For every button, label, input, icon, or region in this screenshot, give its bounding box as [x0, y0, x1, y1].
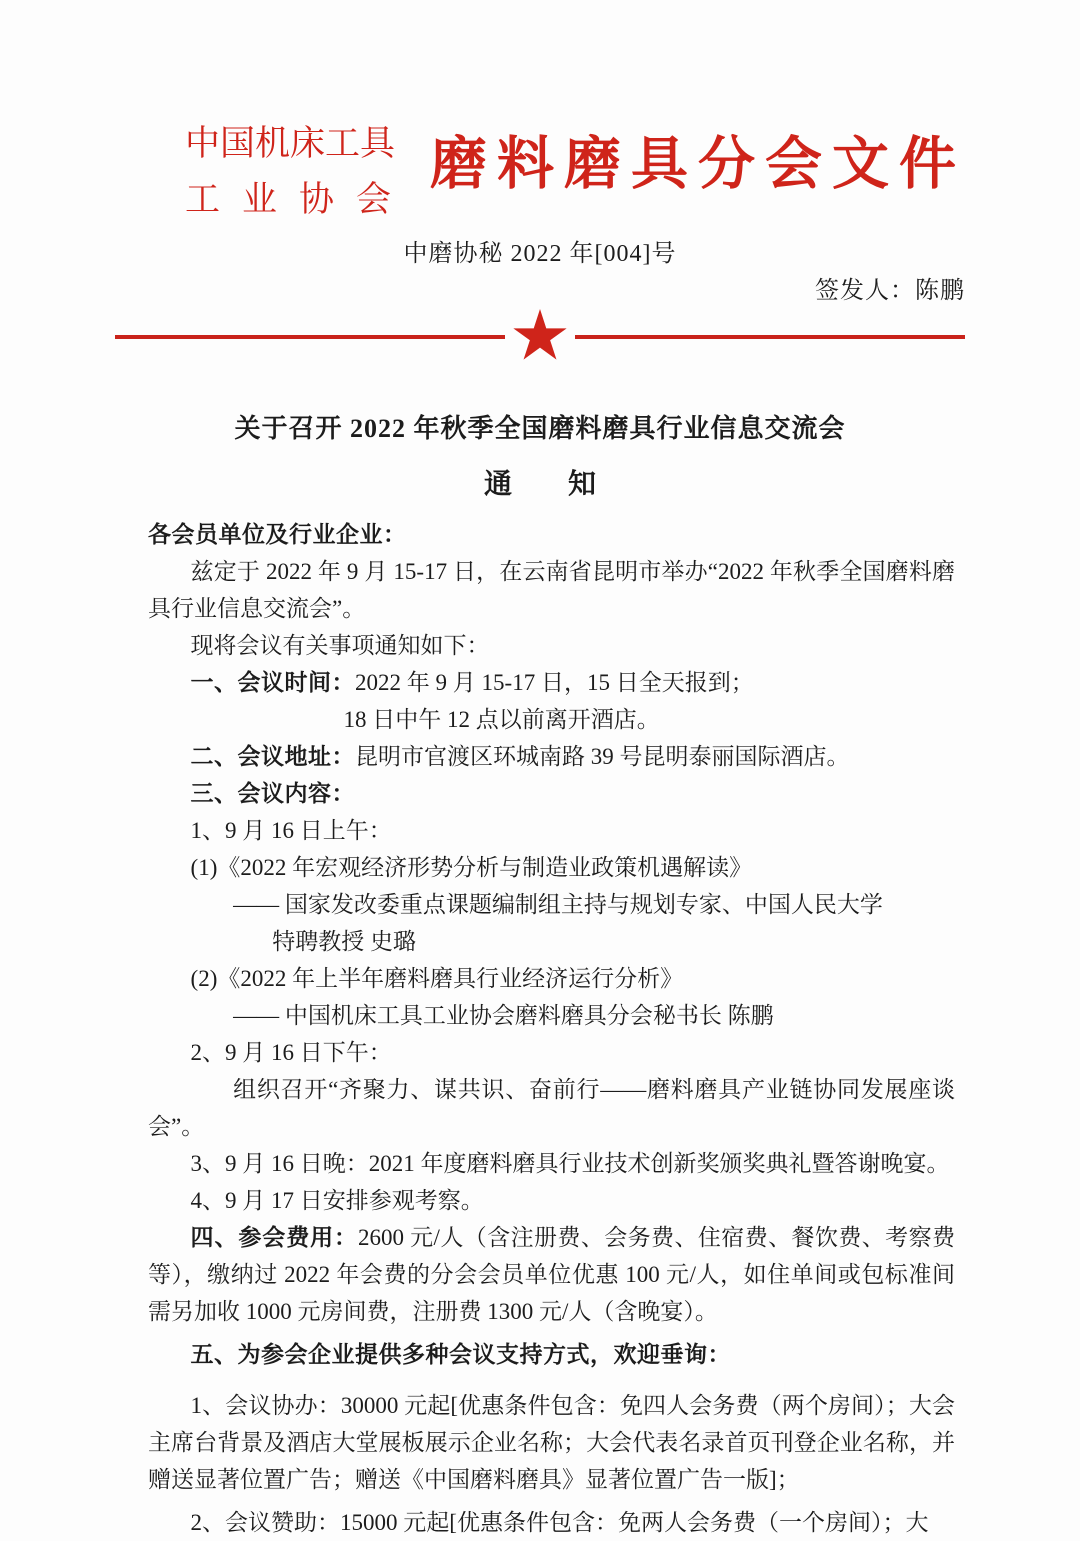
issuer-line: 签发人：陈鹏 — [815, 278, 965, 304]
talk1-speaker-line1: —— 国家发改委重点课题编制组主持与规划专家、中国人民大学 — [233, 892, 883, 917]
org-name-line1: 中国机床工具 — [185, 124, 396, 163]
rule-segment-right — [575, 335, 965, 339]
notice-subtitle: 通 知 — [483, 469, 596, 500]
meeting-address-text: 昆明市官渡区环城南路 39 号昆明泰丽国际酒店。 — [355, 744, 850, 769]
support-item-1: 1、会议协办：30000 元起[优惠条件包含：免四人会务费（两个房间）；大会主席台背景及酒店大堂展板展示企业名称；大会代表名录首页刊登企业名称，并赠送显著位置广告；赠送《中国磨料磨具》显著位置广告一版]； — [148, 1393, 955, 1492]
talk1-speaker-line2: 特聘教授 史璐 — [272, 929, 416, 954]
meeting-time-label: 一、会议时间： — [190, 669, 356, 695]
schedule-item-4: 4、9 月 17 日安排参观考察。 — [190, 1188, 484, 1213]
red-rule — [115, 308, 965, 366]
meeting-address-label: 二、会议地址： — [190, 743, 356, 769]
rule-segment-left — [115, 335, 505, 339]
schedule-item-2: 2、9 月 16 日下午： — [190, 1040, 392, 1065]
meeting-address-item — [148, 738, 955, 775]
meeting-time-continuation: 18 日中午 12 点以前离开酒店。 — [343, 707, 660, 732]
fee-label: 四、参会费用： — [190, 1224, 358, 1250]
support-heading: 五、为参会企业提供多种会议支持方式，欢迎垂询： — [190, 1341, 732, 1367]
meeting-time-item — [148, 664, 955, 701]
intro2-paragraph: 现将会议有关事项通知如下： — [190, 633, 490, 658]
org-name-line2: 工业协会 — [185, 180, 414, 219]
fee-item — [148, 1219, 955, 1330]
fee-text: 2600 元/人（含注册费、会务费、住宿费、餐饮费、考察费等），缴纳过 2022 年会费的分会会员单位优惠 100 元/人，如住单间或包标准间需另加收 1000 元房间费，注册费 1300 元/人（含晚宴）。 — [148, 1225, 956, 1324]
notice-title: 关于召开 2022 年秋季全国磨料磨具行业信息交流会 — [234, 414, 846, 443]
meeting-time-text: 2022 年 9 月 15-17 日，15 日全天报到； — [355, 670, 754, 695]
org-name — [185, 116, 414, 228]
schedule-item-3: 3、9 月 16 日晚：2021 年度磨料磨具行业技术创新奖颁奖典礼暨答谢晚宴。 — [190, 1151, 950, 1176]
intro-paragraph: 兹定于 2022 年 9 月 15-17 日，在云南省昆明市举办“2022 年秋季全国磨料磨具行业信息交流会”。 — [148, 559, 955, 621]
talk2-title: (2)《2022 年上半年磨料磨具行业经济运行分析》 — [190, 966, 684, 991]
letterhead — [0, 0, 1080, 308]
notice-body — [148, 516, 955, 1541]
salutation: 各会员单位及行业企业： — [148, 521, 407, 547]
banner-title: 磨料磨具分会文件 — [430, 133, 966, 196]
red-star-icon — [512, 309, 568, 365]
support-item-2: 2、会议赞助：15000 元起[优惠条件包含：免两人会务费（一个房间）；大 — [190, 1510, 929, 1535]
doc-number: 中磨协秘 2022 年[004]号 — [403, 241, 677, 267]
meeting-content-label: 三、会议内容： — [190, 780, 356, 806]
schedule-item-1: 1、9 月 16 日上午： — [190, 818, 392, 843]
schedule-item-2-text: 组织召开“齐聚力、谋共识、奋前行——磨料磨具产业链协同发展座谈会”。 — [148, 1077, 955, 1139]
talk2-speaker: —— 中国机床工具工业协会磨料磨具分会秘书长 陈鹏 — [233, 1003, 774, 1028]
talk1-title: (1)《2022 年宏观经济形势分析与制造业政策机遇解读》 — [190, 855, 753, 880]
